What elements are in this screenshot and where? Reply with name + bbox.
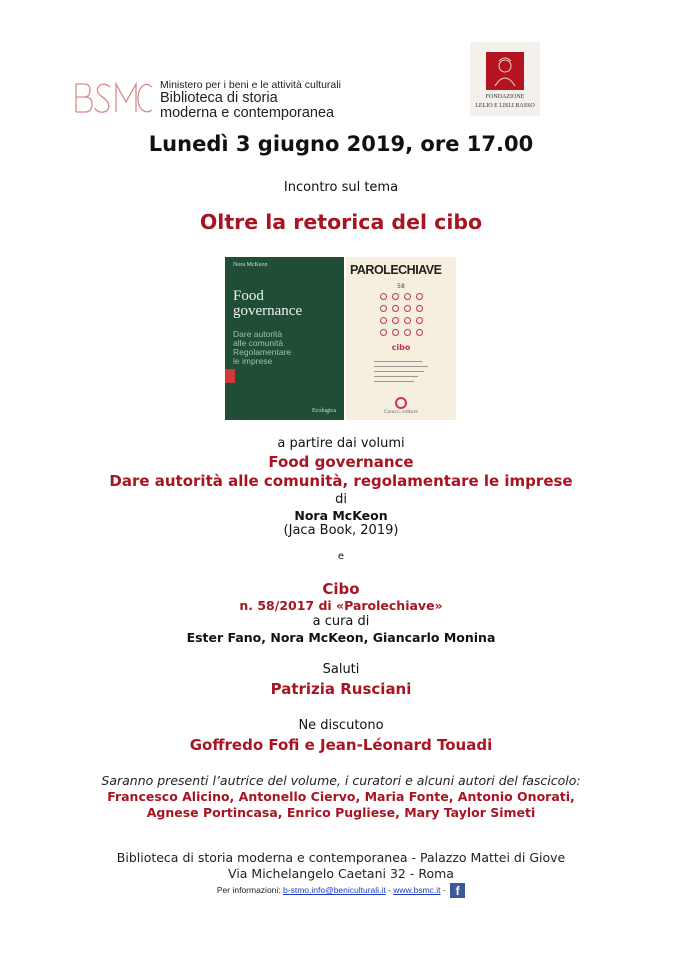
cover-text-lines <box>374 357 428 386</box>
from-volumes: a partire dai volumi <box>277 436 405 451</box>
event-intro: Incontro sul tema <box>283 180 399 195</box>
separator: - <box>388 885 391 895</box>
discuss-label: Ne discutono <box>298 718 384 733</box>
vol2-issue: n. 58/2017 di «Parolechiave» <box>239 598 443 613</box>
book-cover-food-governance <box>225 257 344 420</box>
cover-tag <box>225 369 235 383</box>
foundation-logo <box>470 42 540 116</box>
facebook-icon[interactable]: f <box>450 883 465 898</box>
email-link[interactable]: b-stmo.info@beniculturali.it <box>283 885 386 895</box>
cover-subtitle: Dare autorità alle comunità Regolamentare le imprese <box>233 329 292 366</box>
cover-number: 58 <box>397 283 405 290</box>
address: Via Michelangelo Caetani 32 - Roma <box>228 866 454 881</box>
venue: Biblioteca di storia moderna e contemporanea - Palazzo Mattei di Giove <box>116 850 566 865</box>
info-line <box>0 883 682 898</box>
foundation-caption-2: LELIO E LISLI BASSO <box>475 103 535 109</box>
cover-topic: cibo <box>391 343 411 352</box>
cover-publisher: Ecologica <box>312 408 336 414</box>
foundation-emblem-icon <box>486 52 524 90</box>
present-names-line1: Francesco Alicino, Antonello Ciervo, Maria Fonte, Antonio Onorati, <box>107 789 575 804</box>
book-cover-parolechiave <box>346 257 456 420</box>
discussants: Goffredo Fofi e Jean-Léonard Touadi <box>189 736 493 754</box>
present-note: Saranno presenti l’autrice del volume, i curatori e alcuni autori del fascicolo: <box>101 773 581 788</box>
food-icons-grid <box>380 293 424 337</box>
greetings-name: Patrizia Rusciani <box>270 680 412 698</box>
bsmc-logo <box>74 82 154 114</box>
vol2-editors: Ester Fano, Nora McKeon, Giancarlo Monina <box>186 630 496 645</box>
greetings-label: Saluti <box>322 662 360 677</box>
cover-author: Nora McKeon <box>233 262 268 268</box>
foundation-caption-1: FONDAZIONE <box>485 94 525 100</box>
info-label: Per informazioni: <box>216 885 281 895</box>
ministry-heading <box>160 80 341 121</box>
event-title: Oltre la retorica del cibo <box>199 210 483 234</box>
cover-title: Food governance <box>233 288 303 319</box>
library-name-line2: moderna e contemporanea <box>160 105 335 122</box>
vol2-title: Cibo <box>322 580 360 598</box>
vol1-author: Nora McKeon <box>294 508 388 523</box>
vol1-subtitle: Dare autorità alle comunità, regolamentare le imprese <box>109 472 573 490</box>
present-names-line2: Agnese Portincasa, Enrico Pugliese, Mary Taylor Simeti <box>146 805 536 820</box>
ministry-name: Ministero per i beni e le attività culturali <box>160 79 341 91</box>
vol2-edited-by: a cura di <box>312 614 370 629</box>
publisher-logo-icon <box>395 397 407 409</box>
and: e <box>337 551 345 562</box>
cover-series: PAROLECHIAVE <box>350 263 442 277</box>
library-name-line1: Biblioteca di storia <box>160 90 278 107</box>
vol1-title: Food governance <box>268 453 414 471</box>
event-date: Lunedì 3 giugno 2019, ore 17.00 <box>148 132 534 156</box>
vol1-publisher: (Jaca Book, 2019) <box>283 523 399 538</box>
vol1-by: di <box>335 492 347 507</box>
website-link[interactable]: www.bsmc.it <box>393 885 441 895</box>
cover-publisher: Carocci editore <box>384 410 418 415</box>
separator: - <box>442 885 446 895</box>
